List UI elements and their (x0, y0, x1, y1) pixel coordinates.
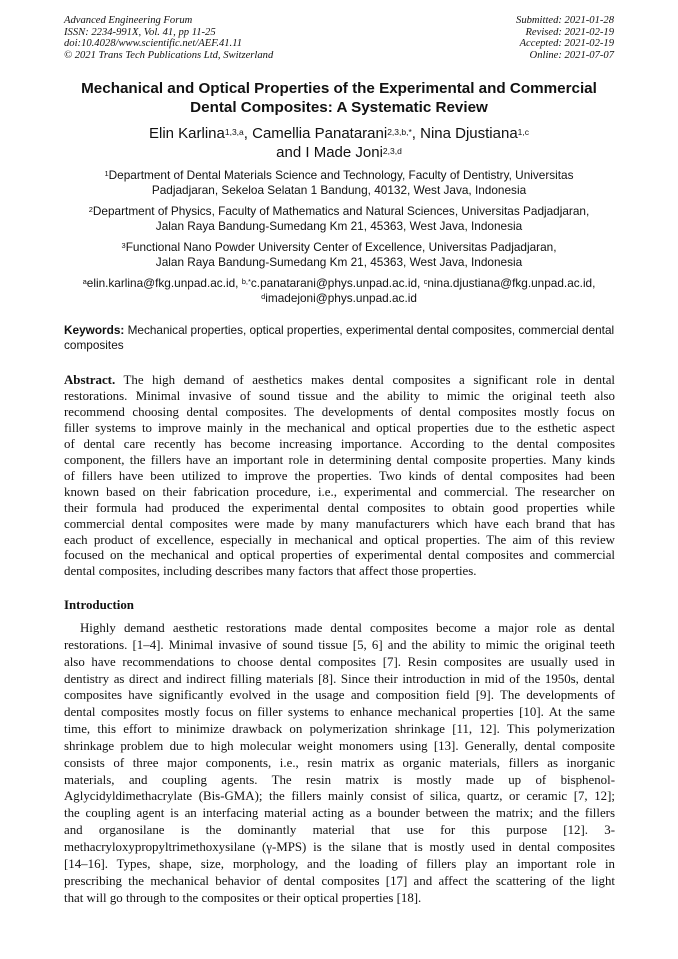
affil-line: Functional Nano Powder University Center of Excellence, Universitas Padjadjaran, (125, 240, 557, 254)
intro-line: also have recommendations to choose dental composites [7]. Resin composites are usually used in (64, 654, 615, 669)
author-affil: 2,3,b,* (387, 127, 412, 137)
intro-line: composites have significantly evolved in the usage and composition field [9]. The developments of (64, 688, 615, 703)
email-marker: a (82, 277, 87, 286)
abstract-line: each product of excellence, especially in mechanical and optical properties. The aim of this review (64, 532, 615, 547)
intro-line: consists of three major components, i.e., resin matrix as organic materials, fillers as inorganic (64, 755, 615, 770)
intro-line: shrinkage problem due to high molecular weight monomers using [13]. Generally, dental composite (64, 738, 615, 753)
abstract-text: The high demand of aesthetics makes dental composites a significant role in dental (115, 373, 615, 387)
abstract-line: component, the fillers have an important role in determining dental composite properties. Many kinds (64, 452, 615, 467)
email-link[interactable]: elin.karlina@fkg.unpad.ac.id (86, 276, 236, 290)
abstract-line: restorations. Minimal invasive of sound tissue and the ability to mimic the original teeth also (64, 388, 615, 403)
keywords (64, 323, 616, 353)
author-affil: 1,c (517, 127, 530, 137)
affil-number: 3 (121, 241, 126, 250)
introduction-paragraph (64, 620, 615, 906)
revised-date: Revised: 2021-02-19 (525, 26, 614, 38)
affil-line: Jalan Raya Bandung-Sumedang Km 21, 45363, West Java, Indonesia (155, 254, 523, 269)
dates-info (516, 15, 614, 61)
separator: , (235, 276, 242, 290)
accepted-date: Accepted: 2021-02-19 (519, 38, 614, 50)
intro-line: time, this effort to minimize drawback on polymerization shrinkage [11, 12]. This polymerization (64, 722, 615, 737)
issn-volume: ISSN: 2234-991X, Vol. 41, pp 11-25 (64, 26, 216, 38)
abstract-label: Abstract. (64, 373, 116, 387)
intro-line: prescribing the mechanical behavior of dental composites [17] and affect the scattering of the light (64, 873, 615, 888)
abstract-line: commercial dental composites were made by many manufacturers which have each brand that has (64, 516, 615, 531)
copyright: © 2021 Trans Tech Publications Ltd, Switzerland (64, 49, 274, 61)
affil-number: 1 (104, 169, 109, 178)
intro-line: Highly demand aesthetic restorations made dental composites become a major role as dental (80, 621, 615, 635)
intro-line: methacryloxypropyltrimethoxysilane (γ-MPS) is the silane that is mostly used in dental composites (64, 839, 615, 854)
author-list (40, 124, 638, 162)
affil-line: Department of Physics, Faculty of Mathematics and Natural Sciences, Universitas Padjadjaran, (92, 204, 590, 218)
email-marker: b,* (241, 277, 251, 286)
author-name: and I Made Joni (276, 144, 383, 161)
abstract-line: their formula had produced the experimental dental composites to obtain good properties while (64, 500, 615, 515)
abstract-line: focused on the mechanical and optical properties of experimental dental composites and commercial (64, 548, 615, 563)
keywords-label: Keywords: (64, 323, 125, 337)
affiliation-3 (40, 240, 638, 269)
separator: , (411, 125, 421, 142)
intro-line: and organosilane is the dominantly material that use for this purpose [12]. 3- (64, 823, 615, 838)
intro-line: that will go through to the composites or their optical properties [18]. (64, 890, 422, 905)
journal-info (64, 15, 273, 61)
separator: , (243, 125, 253, 142)
email-marker: d (261, 291, 266, 301)
email-link[interactable]: nina.djustiana@fkg.unpad.ac.id (427, 276, 593, 290)
affiliation-2 (40, 204, 638, 233)
separator: , (417, 276, 424, 290)
author-affil: 2,3,d (382, 146, 402, 156)
intro-line: materials, and coupling agents. The resin matrix is mostly made up of bisphenol- (64, 772, 615, 787)
abstract-line (64, 373, 615, 389)
submitted-date: Submitted: 2021-01-28 (516, 15, 614, 26)
journal-name: Advanced Engineering Forum (64, 15, 193, 26)
author-name: Elin Karlina (148, 125, 225, 142)
abstract-line: recommend choosing dental composites. The developments of dental composites mostly focus on (64, 404, 615, 419)
author-affil: 1,3,a (224, 127, 244, 137)
paper-title (40, 80, 638, 117)
online-date: Online: 2021-07-07 (529, 49, 614, 61)
intro-line: dental composites mostly focus on filler systems to enhance mechanical properties [10]. At the same (64, 705, 615, 720)
intro-line: dentistry as direct and indirect filling materials [8]. Since their introduction in mid of the 1950s, dental (64, 671, 615, 686)
affil-line: Jalan Raya Bandung-Sumedang Km 21, 45363, West Java, Indonesia (155, 218, 523, 233)
doi: doi:10.4028/www.scientific.net/AEF.41.11 (64, 38, 243, 50)
affil-line: Padjadjaran, Sekeloa Selatan 1 Bandung, 40132, West Java, Indonesia (151, 182, 527, 197)
section-heading-introduction: Introduction (64, 598, 134, 612)
title-line: Dental Composites: A Systematic Review (190, 98, 488, 116)
title-line: Mechanical and Optical Properties of the Experimental and Commercial (81, 80, 597, 97)
affil-number: 2 (88, 205, 93, 214)
email-link[interactable]: imadejoni@phys.unpad.ac.id (265, 290, 417, 305)
email-link[interactable]: c.panatarani@phys.unpad.ac.id (250, 276, 418, 290)
abstract (64, 373, 615, 580)
intro-line: Aglycidyldimethacrylate (Bis-GMA); the fillers mainly consist of silica, quartz, or ceramic [7, 12]; (64, 789, 615, 804)
abstract-line: of dental care recently has become increasing importance. According to the dental composites (64, 436, 615, 451)
separator: , (592, 276, 596, 290)
author-name: Nina Djustiana (420, 125, 518, 142)
abstract-line: known based on their fabrication procedure, i.e., experimental and commercial. The researcher on (64, 484, 615, 499)
abstract-line: filler systems to improve mainly in the mechanical and optical properties due to the esthetic aspect (64, 420, 615, 435)
intro-line: the coupling agent is an interfacing material acting as a bounder between the matrix; and the fillers (64, 806, 615, 821)
emails (40, 276, 638, 305)
affiliation-1 (40, 168, 638, 197)
author-name: Camellia Panatarani (252, 125, 388, 142)
email-marker: c (423, 277, 428, 286)
abstract-line: of fillers have been utilized to improve the properties. Two kinds of dental composites had been (64, 468, 615, 483)
intro-line: [14–16]. Types, shape, size, morphology, and the loading of fillers play an important role in (64, 856, 615, 871)
intro-line: restorations. [1–4]. Minimal invasive of sound tissue [5, 6] and the ability to mimic the original teeth (64, 637, 615, 652)
keywords-text: Mechanical properties, optical properties, experimental dental composites, commercial dental composites (64, 323, 615, 352)
abstract-line: dental composites, including describes many factors that affect those properties. (64, 564, 477, 579)
affil-line: Department of Dental Materials Science and Technology, Faculty of Dentistry, Universitas (108, 168, 574, 182)
